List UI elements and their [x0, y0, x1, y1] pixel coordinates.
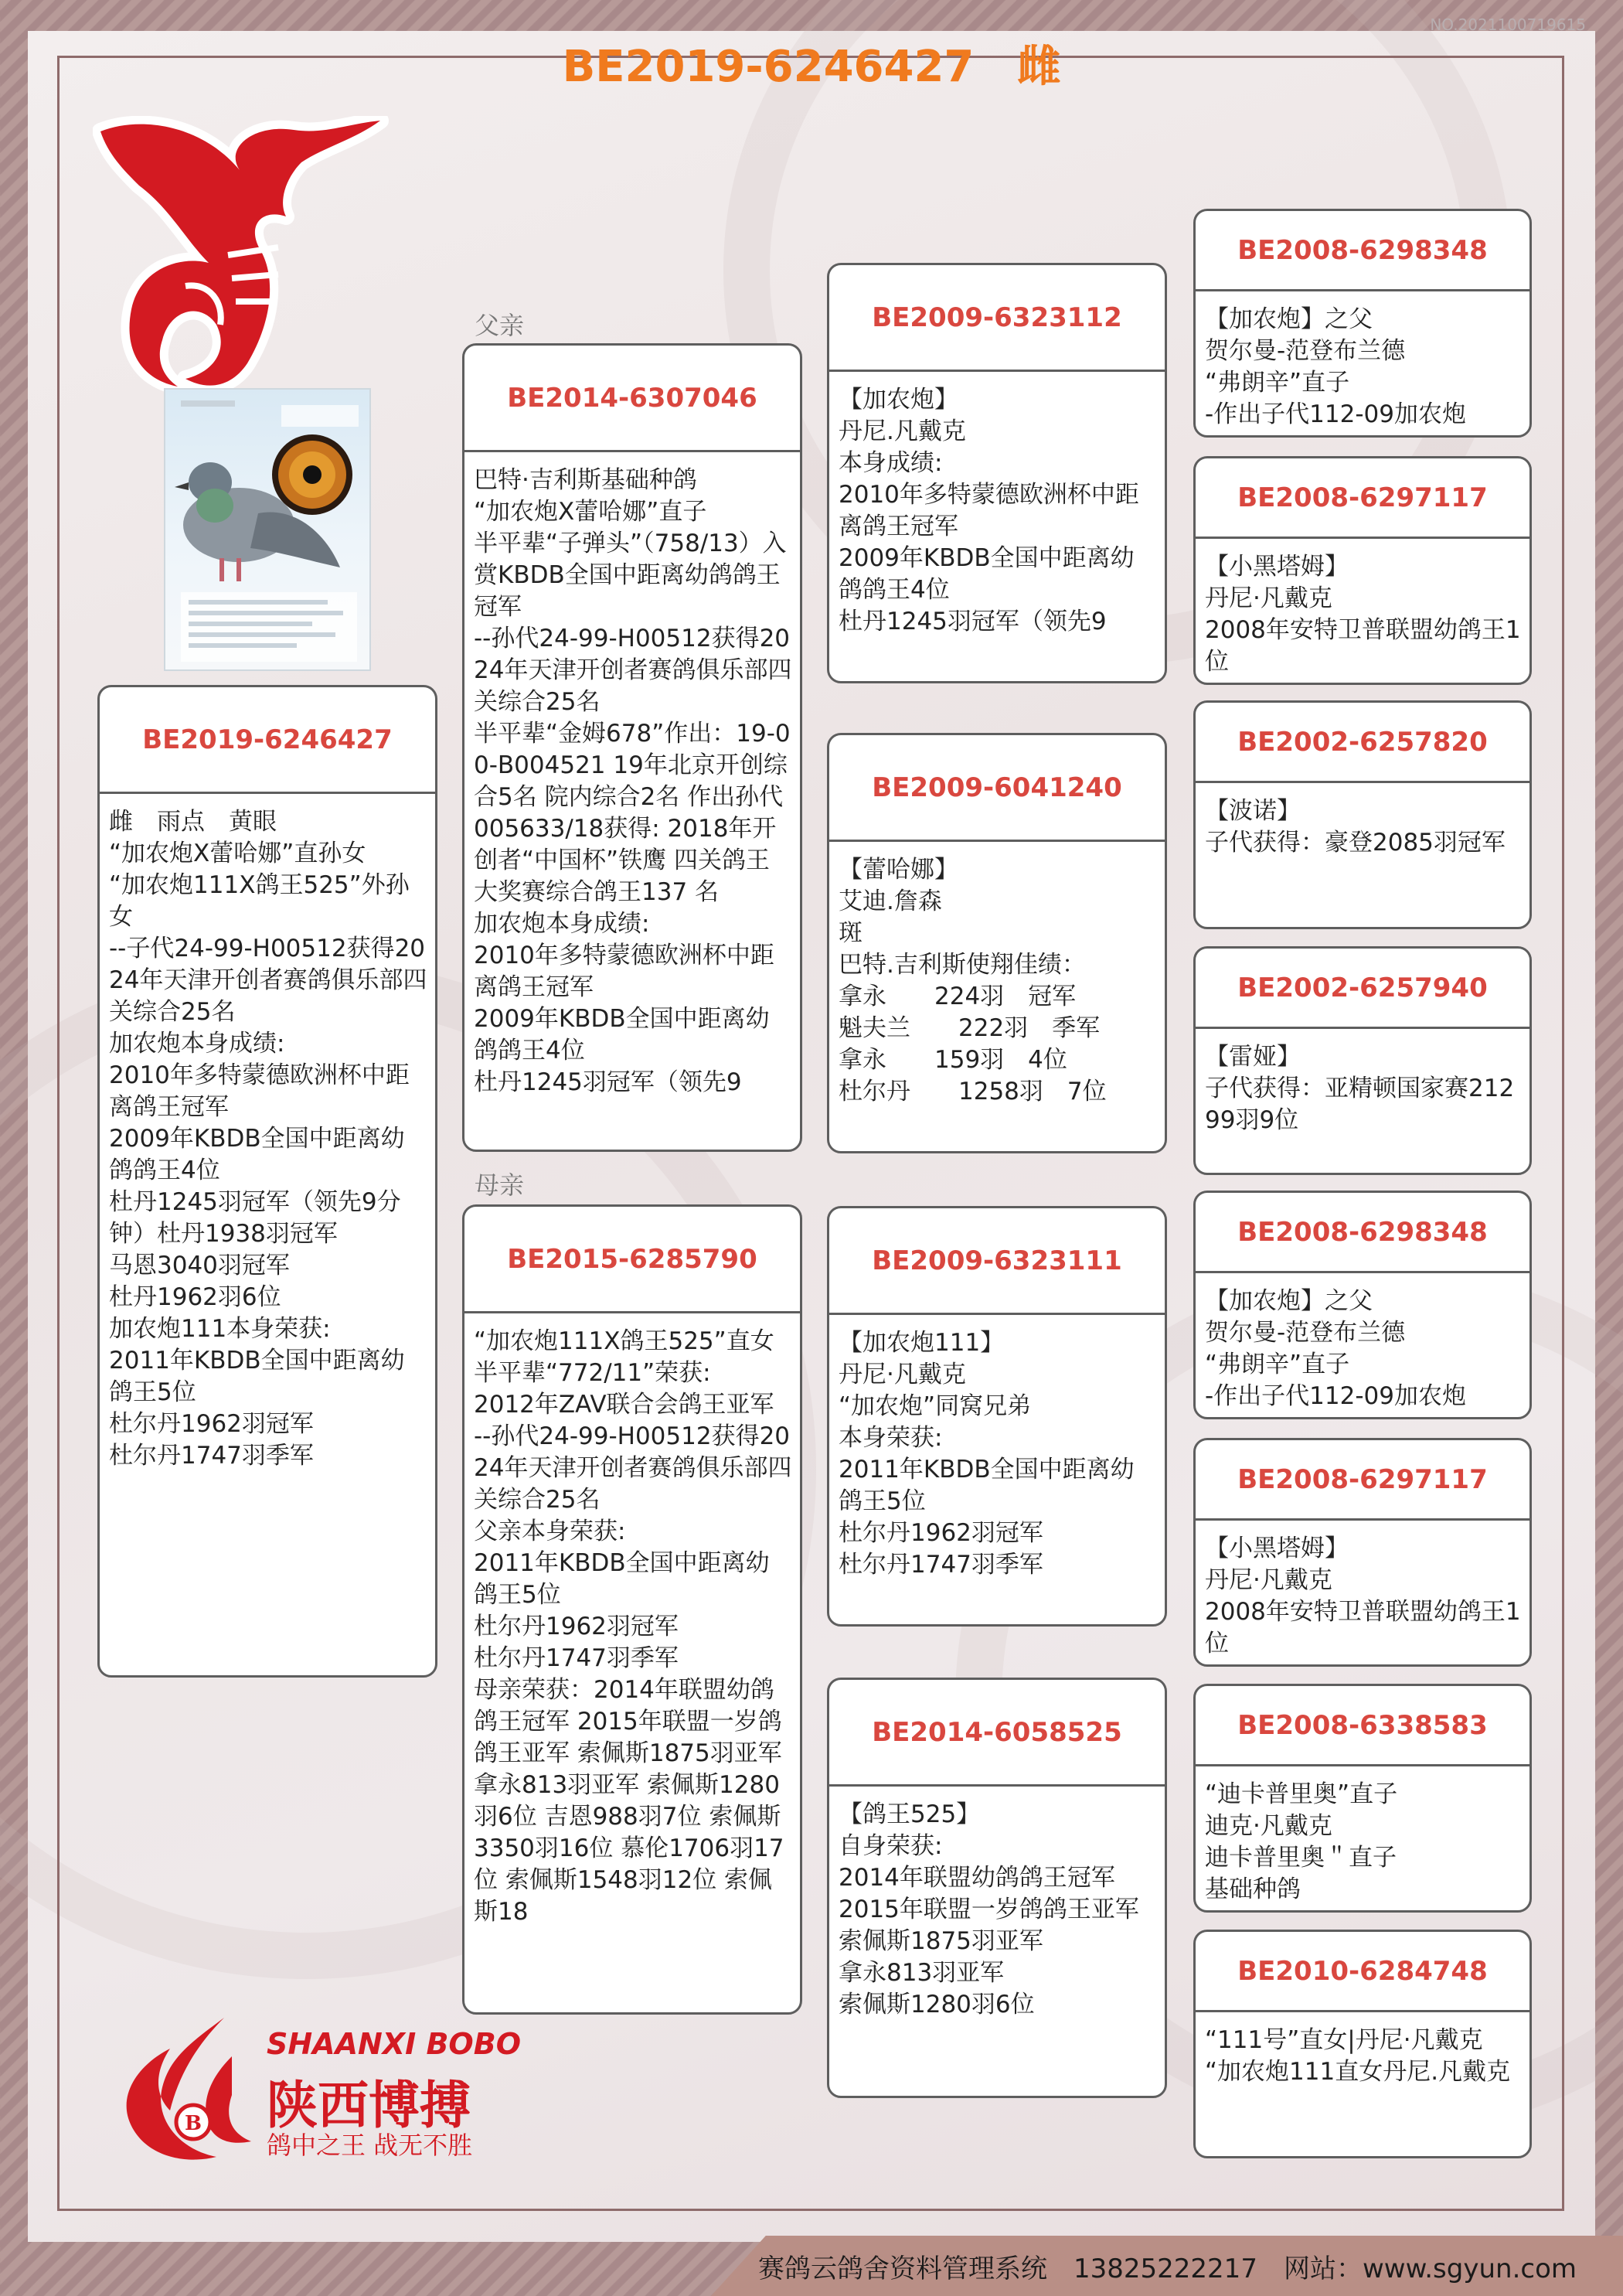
grandparent-details: 【加农炮111】 丹尼·凡戴克 “加农炮”同窝兄弟 本身荣获: 2011年KBDB全国中距离幼鸽王5位 杜尔丹1962羽冠军 杜尔丹1747羽季军: [839, 1329, 1135, 1579]
grandparent-details: 【蕾哈娜】 艾迪.詹森 斑 巴特.吉利斯使翔佳绩： 拿永 224羽 冠军 魁夫兰 222羽 季军 拿永 159羽 4位 杜尔丹 1258羽 7位: [839, 856, 1107, 1105]
grandparent-card: [827, 733, 1167, 1153]
great-grandparent-ring-number: BE2008-6298348: [1196, 1193, 1529, 1273]
great-grandparent-card: [1193, 1438, 1532, 1667]
subject-details: 雌 雨点 黄眼 “加农炮X蕾哈娜”直孙女 “加农炮111X鸽王525”外孙女 --子代24-99-H00512获得2024年天津开创者赛鸽俱乐部四关综合25名 加农炮本身成绩: 2010年多特蒙德欧洲杯中距离鸽王冠军 2009年KBDB全国中距离幼鸽鸽王4位 杜丹1245羽冠军（领先9分钟）杜丹1938羽冠军 马恩3040羽冠军 杜丹1962羽6位 加农炮111本身荣获: 2011年KBDB全国中距离幼鸽王5位 杜尔丹1962羽冠军 杜尔丹1747羽季军: [109, 808, 427, 1470]
pigeon-photo: [164, 388, 371, 671]
great-grandparent-details: 【雷娅】 子代获得：亚精顿国家赛21299羽9位: [1205, 1043, 1515, 1134]
great-grandparent-card: [1193, 1684, 1532, 1913]
grandparent-details: 【鸽王525】 自身荣获: 2014年联盟幼鸽鸽王冠军 2015年联盟一岁鸽鸽王亚军 索佩斯1875羽亚军 拿永813羽亚军 索佩斯1280羽6位: [839, 1800, 1139, 2018]
great-grandparent-ring-number: BE2008-6297117: [1196, 458, 1529, 539]
great-grandparent-ring-number: BE2008-6338583: [1196, 1686, 1529, 1766]
grandparent-card: [827, 263, 1167, 683]
great-grandparent-details: 【小黑塔姆】 丹尼·凡戴克 2008年安特卫普联盟幼鸽王1位: [1205, 553, 1521, 676]
father-card: [462, 343, 802, 1152]
father-label: 父亲: [475, 311, 525, 340]
mother-card: [462, 1204, 802, 2015]
great-grandparent-ring-number: BE2002-6257820: [1196, 703, 1529, 783]
subject-ring-number: BE2019-6246427: [100, 687, 435, 794]
great-grandparent-ring-number: BE2010-6284748: [1196, 1932, 1529, 2012]
great-grandparent-details: 【小黑塔姆】 丹尼·凡戴克 2008年安特卫普联盟幼鸽王1位: [1205, 1535, 1521, 1657]
great-grandparent-details: 【波诺】 子代获得：豪登2085羽冠军: [1205, 797, 1506, 857]
brand-chinese-name: 陕西博搏: [267, 2075, 471, 2135]
great-grandparent-card: [1193, 456, 1532, 685]
brand-english-name: SHAANXI BOBO: [267, 2027, 521, 2061]
great-grandparent-details: “迪卡普里奥”直子 迪克·凡戴克 迪卡普里奥＂直子 基础种鸽: [1205, 1780, 1398, 1903]
great-grandparent-card: [1193, 700, 1532, 929]
pigeon-image: [165, 390, 371, 671]
great-grandparent-details: “111号”直女|丹尼·凡戴克 “加农炮111直女丹尼.凡戴克: [1205, 2026, 1511, 2086]
phoenix-logo-icon: [93, 116, 394, 394]
great-grandparent-ring-number: BE2008-6298348: [1196, 211, 1529, 291]
father-details: 巴特·吉利斯基础种鸽 “加农炮X蕾哈娜”直子 半平辈“子弹头”（758/13）入赏KBDB全国中距离幼鸽鸽王冠军 --孙代24-99-H00512获得2024年天津开创者赛鸽俱乐部四关综合25名 半平辈“金姆678”作出：19-00-B004521 19年北京开创综合5名 院内综合2名 作出孙代005633/18获得: 2018年开创者“中国杯”铁鹰 四关鸽王大奖赛综合鸽王137 名 加农炮本身成绩: 2010年多特蒙德欧洲杯中距离鸽王冠军 2009年KBDB全国中距离幼鸽鸽王4位 杜丹1245羽冠军（领先9: [474, 466, 792, 1096]
brand-slogan: 鸽中之王 战无不胜: [267, 2131, 473, 2160]
mother-label: 母亲: [475, 1170, 525, 1200]
grandparent-ring-number: BE2009-6323111: [829, 1208, 1165, 1315]
great-grandparent-ring-number: BE2008-6297117: [1196, 1440, 1529, 1521]
grandparent-details: 【加农炮】 丹尼.凡戴克 本身成绩: 2010年多特蒙德欧洲杯中距离鸽王冠军 2009年KBDB全国中距离幼鸽鸽王4位 杜丹1245羽冠军（领先9: [839, 386, 1139, 635]
grandparent-card: [827, 1206, 1167, 1627]
great-grandparent-card: [1193, 209, 1532, 438]
document-number: NO.2021100719615: [1430, 15, 1586, 34]
svg-text:B: B: [185, 2112, 202, 2135]
mother-ring-number: BE2015-6285790: [464, 1207, 800, 1313]
father-ring-number: BE2014-6307046: [464, 346, 800, 452]
grandparent-ring-number: BE2009-6041240: [829, 735, 1165, 842]
subject-card: [97, 685, 437, 1678]
mother-details: “加农炮111X鸽王525”直女 半平辈“772/11”荣获: 2012年ZAV联合会鸽王亚军 --孙代24-99-H00512获得2024年天津开创者赛鸽俱乐部四关综合25名 父亲本身荣获: 2011年KBDB全国中距离幼鸽王5位 杜尔丹1962羽冠军 杜尔丹1747羽季军 母亲荣获：2014年联盟幼鸽鸽王冠军 2015年联盟一岁鸽鸽王亚军 索佩斯1875羽亚军 拿永813羽亚军 索佩斯1280羽6位 吉恩988羽7位 索佩斯3350羽16位 慕伦1706羽17位 索佩斯1548羽12位 索佩斯18: [474, 1327, 792, 1926]
great-grandparent-card: [1193, 946, 1532, 1175]
grandparent-card: [827, 1678, 1167, 2098]
grandparent-ring-number: BE2009-6323112: [829, 265, 1165, 372]
great-grandparent-details: 【加农炮】之父 贺尔曼-范登布兰德 “弗朗辛”直子 -作出子代112-09加农炮: [1205, 1287, 1466, 1410]
grandparent-ring-number: BE2014-6058525: [829, 1680, 1165, 1787]
great-grandparent-card: [1193, 1191, 1532, 1419]
great-grandparent-card: [1193, 1930, 1532, 2158]
great-grandparent-details: 【加农炮】之父 贺尔曼-范登布兰德 “弗朗辛”直子 -作出子代112-09加农炮: [1205, 305, 1466, 428]
great-grandparent-ring-number: BE2002-6257940: [1196, 949, 1529, 1029]
brand-bird-icon: [108, 2010, 263, 2180]
footer-text: 赛鸽云鸽舍资料管理系统 13825222217 网站：www.sgyun.com: [758, 2253, 1577, 2284]
page-title: BE2019-6246427 雌: [562, 42, 1061, 92]
